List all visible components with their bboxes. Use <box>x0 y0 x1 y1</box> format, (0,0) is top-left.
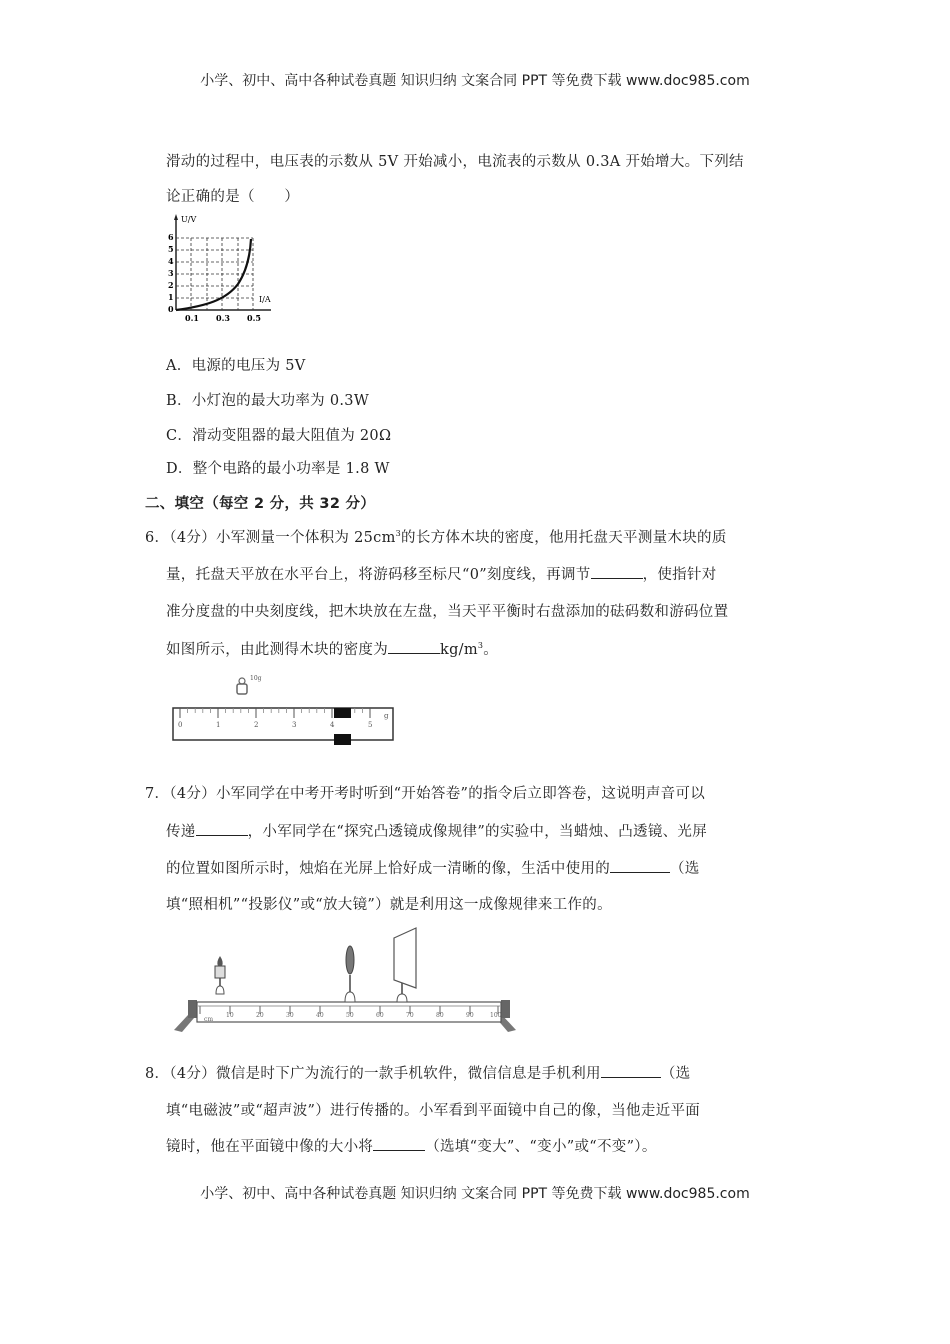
svg-text:0: 0 <box>178 721 183 729</box>
svg-text:100: 100 <box>490 1012 502 1019</box>
q7-blank-2[interactable] <box>610 860 670 873</box>
q8-line2: 填“电磁波”或“超声波”）进行传播的。小军看到平面镜中自己的像，当他走近平面 <box>166 1103 701 1119</box>
x-axis-label: I/A <box>259 295 271 304</box>
svg-text:1: 1 <box>216 721 221 729</box>
svg-text:60: 60 <box>376 1012 384 1019</box>
svg-text:2: 2 <box>254 721 259 729</box>
svg-text:10: 10 <box>226 1012 234 1019</box>
svg-text:0: 0 <box>168 304 174 314</box>
svg-text:20: 20 <box>256 1012 264 1019</box>
q5-option-b: B．小灯泡的最大功率为 0.3W <box>166 393 370 409</box>
svg-text:30: 30 <box>286 1012 294 1019</box>
svg-text:1: 1 <box>168 292 174 302</box>
q6-balance-scale-figure <box>170 670 400 745</box>
svg-text:4: 4 <box>330 721 335 729</box>
rider-top <box>334 708 351 718</box>
q5-text-line1: 滑动的过程中，电压表的示数从 5V 开始减小，电流表的示数从 0.3A 开始增大。下列结 <box>166 154 744 170</box>
q7-optical-bench-figure <box>168 920 523 1035</box>
svg-text:4: 4 <box>168 256 174 266</box>
q5-ui-graph <box>166 212 281 324</box>
svg-text:40: 40 <box>316 1012 324 1019</box>
svg-text:80: 80 <box>436 1012 444 1019</box>
svg-text:10g: 10g <box>250 675 262 682</box>
svg-text:5: 5 <box>368 721 373 729</box>
q6-blank-2[interactable] <box>388 641 440 654</box>
section-title: 二、填空（每空 2 分，共 32 分） <box>145 496 376 512</box>
svg-text:cm: cm <box>204 1016 214 1023</box>
svg-text:2: 2 <box>168 280 174 290</box>
q5-text-line2: 论正确的是（ ） <box>166 189 300 205</box>
svg-text:70: 70 <box>406 1012 414 1019</box>
q5-option-d: D．整个电路的最小功率是 1.8 W <box>166 461 390 477</box>
q6-line2: 量，托盘天平放在水平台上，将游码移至标尺“0”刻度线，再调节 ，使指针对 <box>166 567 717 583</box>
q8-blank-1[interactable] <box>601 1065 661 1078</box>
q7-line2: 传递 ，小军同学在“探究凸透镜成像规律”的实验中，当蜡烛、凸透镜、光屏 <box>166 824 708 840</box>
q6-line1: 6．（4分）小军测量一个体积为 $25cm^3$的长方体木块的密度，他用托盘天平测量木块的质 <box>145 529 727 546</box>
y-axis-label: U/V <box>181 215 197 224</box>
q8-line1: 8．（4分）微信是时下广为流行的一款手机软件，微信信息是手机利用 （选 <box>145 1066 691 1082</box>
rider-bottom <box>334 734 351 745</box>
q8-line3: 镜时，他在平面镜中像的大小将 （选填“变大”、“变小”或“不变”）。 <box>166 1139 657 1155</box>
svg-text:50: 50 <box>346 1012 354 1019</box>
page-header: 小学、初中、高中各种试卷真题 知识归纳 文案合同 PPT 等免费下载 www.doc985.com <box>200 73 750 89</box>
svg-text:3: 3 <box>292 721 297 729</box>
q7-line3: 的位置如图所示时，烛焰在光屏上恰好成一清晰的像，生活中使用的 （选 <box>166 861 700 877</box>
screen-icon <box>394 928 416 1002</box>
svg-text:3: 3 <box>168 268 174 278</box>
q5-option-a: A．电源的电压为 5V <box>166 358 306 374</box>
svg-text:90: 90 <box>466 1012 474 1019</box>
q5-option-c: C．滑动变阻器的最大阻值为 20Ω <box>166 428 392 444</box>
q7-line1: 7．（4分）小军同学在中考开考时听到“开始答卷”的指令后立即答卷，这说明声音可以 <box>145 786 706 802</box>
svg-text:0.3: 0.3 <box>216 313 230 323</box>
svg-text:0.5: 0.5 <box>247 313 261 323</box>
svg-text:6: 6 <box>168 232 174 242</box>
candle-icon <box>215 956 225 994</box>
page-footer: 小学、初中、高中各种试卷真题 知识归纳 文案合同 PPT 等免费下载 www.doc985.com <box>200 1186 750 1202</box>
q8-blank-2[interactable] <box>373 1138 425 1151</box>
q7-line4: 填“照相机”“投影仪”或“放大镜”）就是利用这一成像规律来工作的。 <box>166 897 612 913</box>
q7-blank-1[interactable] <box>196 823 248 836</box>
q6-line4: 如图所示，由此测得木块的密度为 $kg/m^3$。 <box>166 641 499 658</box>
svg-text:g: g <box>384 712 389 720</box>
svg-text:0.1: 0.1 <box>185 313 199 323</box>
weight-icon <box>237 675 262 694</box>
svg-text:5: 5 <box>168 244 174 254</box>
lens-icon <box>345 946 355 1002</box>
q6-line3: 准分度盘的中央刻度线，把木块放在左盘，当天平平衡时右盘添加的砝码数和游码位置 <box>166 604 729 620</box>
q6-blank-1[interactable] <box>591 566 643 579</box>
